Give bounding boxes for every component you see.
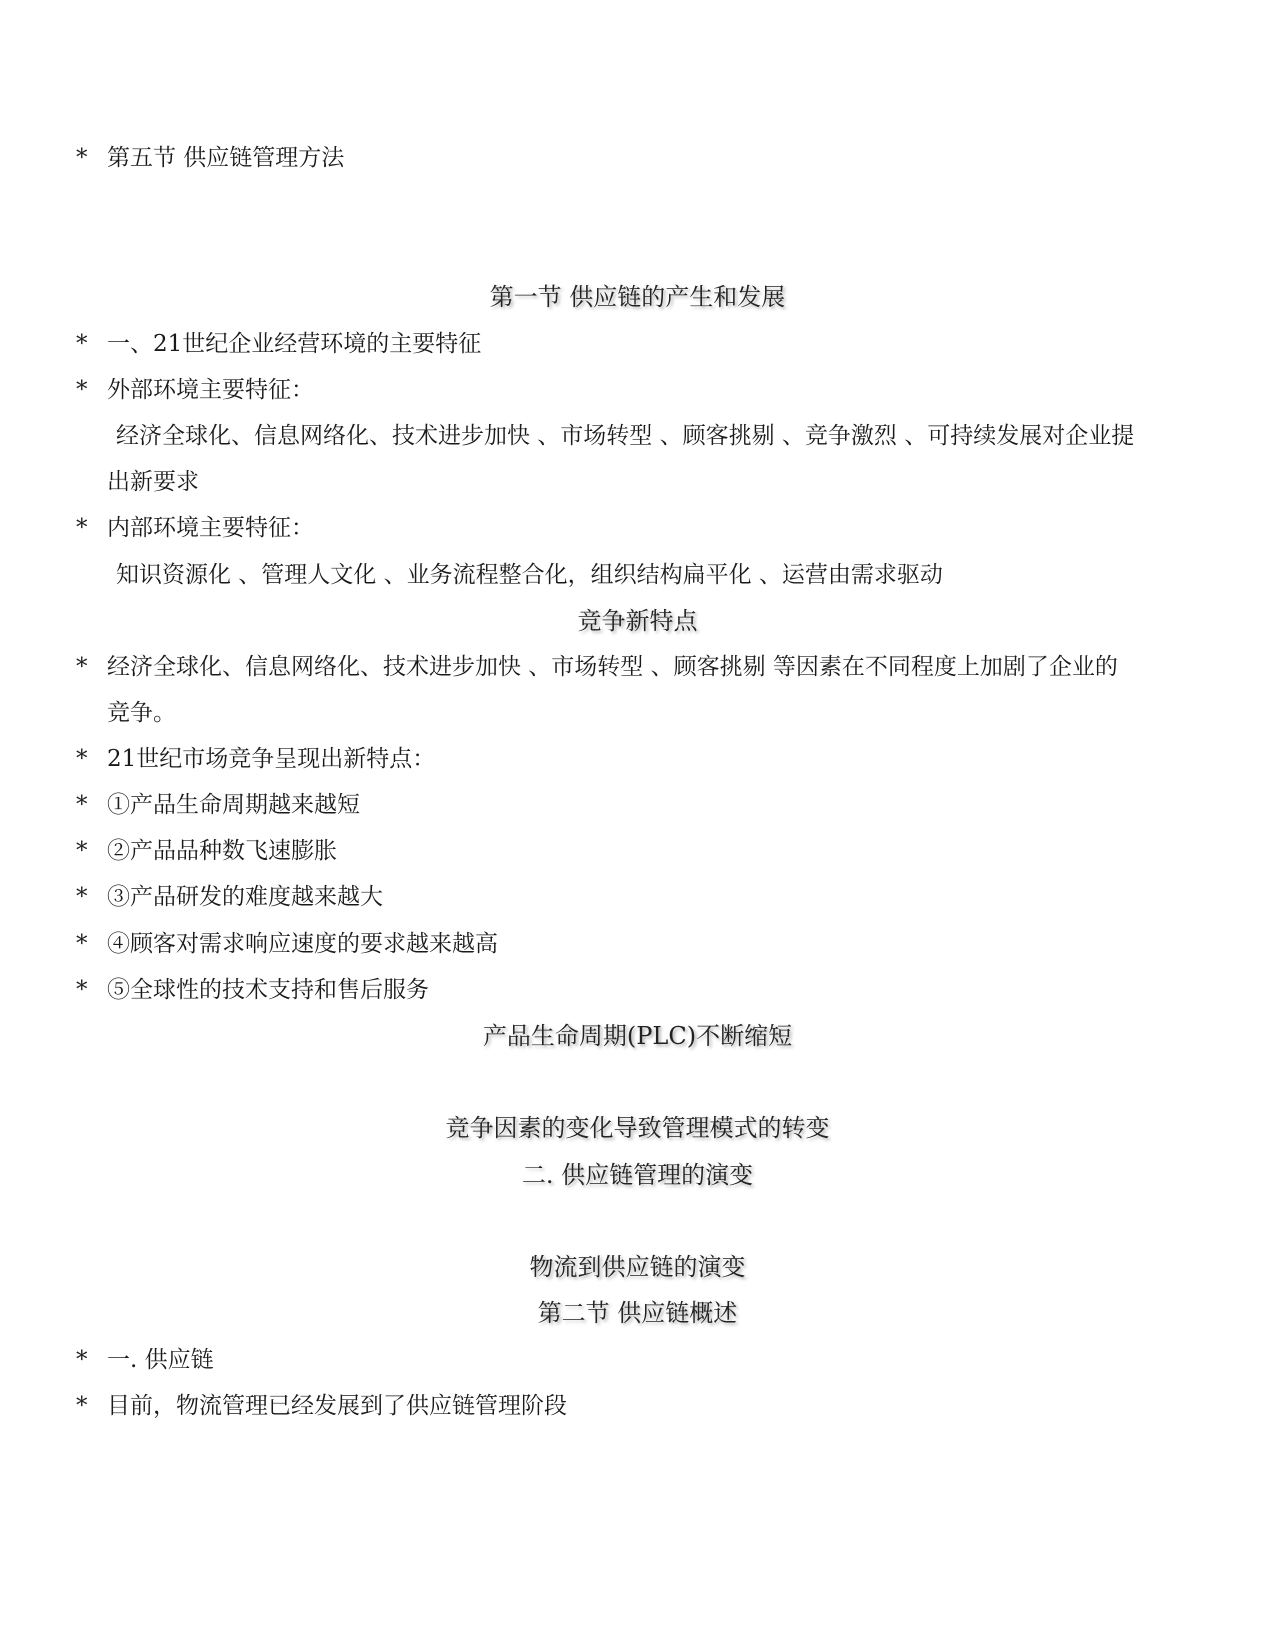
- market-features-title: 21世纪市场竞争呈现出新特点：: [107, 746, 436, 772]
- bullet-marker: *: [76, 145, 88, 171]
- section-two-heading: 第二节 供应链概述: [537, 1299, 738, 1327]
- section-five-title: 第五节 供应链管理方法: [107, 145, 345, 171]
- internal-environment-text: 知识资源化 、管理人文化 、业务流程整合化，组织结构扁平化 、运营由需求驱动: [116, 562, 943, 588]
- section-one-heading: 第一节 供应链的产生和发展: [489, 283, 786, 311]
- bullet-marker: *: [76, 515, 88, 541]
- competition-factors-text-cont: 竞争。: [107, 700, 176, 726]
- management-shift-heading: 竞争因素的变化导致管理模式的转变: [445, 1114, 830, 1142]
- external-environment-text: 经济全球化、信息网络化、技术进步加快 、市场转型 、顾客挑剔 、竞争激烈 、可持续发展对企业提: [116, 423, 1135, 449]
- feature-item-3: ③产品研发的难度越来越大: [107, 884, 383, 910]
- supply-chain-subtitle: 一. 供应链: [107, 1347, 214, 1373]
- bullet-marker: *: [76, 931, 88, 957]
- logistics-stage-text: 目前，物流管理已经发展到了供应链管理阶段: [107, 1393, 567, 1419]
- feature-item-1: ①产品生命周期越来越短: [107, 792, 360, 818]
- feature-item-2: ②产品品种数飞速膨胀: [107, 838, 337, 864]
- competition-factors-text: 经济全球化、信息网络化、技术进步加快 、市场转型 、顾客挑剔 等因素在不同程度上加剧了企业的: [107, 654, 1118, 680]
- external-environment-label: 外部环境主要特征：: [107, 377, 314, 403]
- bullet-marker: *: [76, 838, 88, 864]
- scm-evolution-heading: 二. 供应链管理的演变: [521, 1161, 754, 1189]
- logistics-evolution-heading: 物流到供应链的演变: [529, 1253, 746, 1281]
- internal-environment-label: 内部环境主要特征：: [107, 515, 314, 541]
- bullet-marker: *: [76, 977, 88, 1003]
- environment-features-title: 一、21世纪企业经营环境的主要特征: [107, 331, 482, 357]
- bullet-marker: *: [76, 792, 88, 818]
- bullet-marker: *: [76, 1347, 88, 1373]
- bullet-marker: *: [76, 884, 88, 910]
- competition-features-heading: 竞争新特点: [577, 607, 698, 635]
- feature-item-4: ④顾客对需求响应速度的要求越来越高: [107, 931, 498, 957]
- bullet-marker: *: [76, 746, 88, 772]
- bullet-marker: *: [76, 1393, 88, 1419]
- bullet-marker: *: [76, 377, 88, 403]
- plc-heading: 产品生命周期(PLC)不断缩短: [482, 1022, 793, 1050]
- bullet-marker: *: [76, 654, 88, 680]
- external-environment-text-cont: 出新要求: [107, 469, 199, 495]
- bullet-marker: *: [76, 331, 88, 357]
- feature-item-5: ⑤全球性的技术支持和售后服务: [107, 977, 429, 1003]
